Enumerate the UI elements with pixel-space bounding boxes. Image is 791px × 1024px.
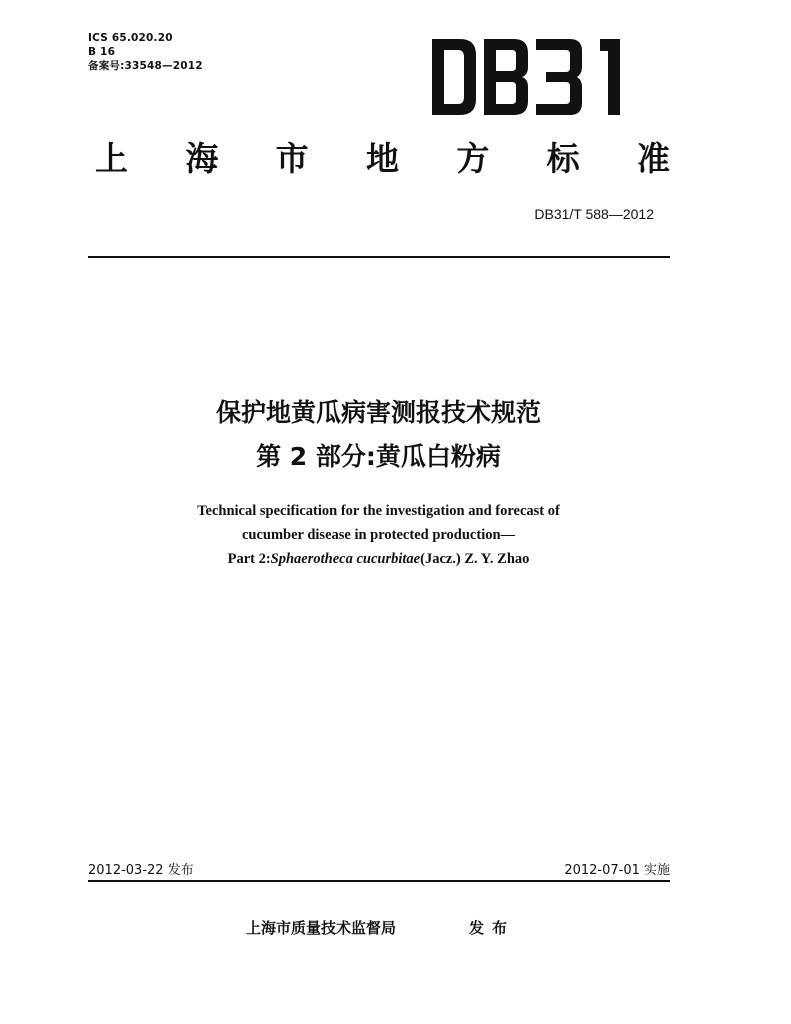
issue-verb: 发布 <box>469 919 516 937</box>
standard-heading <box>95 139 670 179</box>
title-en-authority: (Jacz.) Z. Y. Zhao <box>420 551 530 567</box>
title-cn-line2: 第 2 部分:黄瓜白粉病 <box>256 442 501 471</box>
db31-logo <box>430 37 635 117</box>
title-en-species: Sphaerotheca cucurbitae <box>270 551 421 567</box>
heading-char: 标 <box>546 139 580 178</box>
issuing-authority: 上海市质量技术监督局 <box>246 919 397 937</box>
header-divider <box>88 256 670 258</box>
heading-char: 市 <box>275 139 309 178</box>
heading-char: 准 <box>636 139 670 178</box>
heading-char: 上 <box>95 139 128 178</box>
title-en-line2: cucumber disease in protected production— <box>241 527 516 543</box>
filing-number: 备案号:33548—2012 <box>88 60 203 72</box>
footer-divider <box>88 880 670 882</box>
title-en-part-prefix: Part 2: <box>227 551 271 567</box>
issue-date: 2012-03-22 发布 <box>88 863 194 878</box>
class-code: B 16 <box>88 46 116 58</box>
heading-char: 地 <box>365 139 399 178</box>
title-en-line3 <box>0 547 757 571</box>
title-en-line1: Technical specification for the investigation and forecast of <box>197 503 560 519</box>
effective-date: 2012-07-01 实施 <box>564 863 670 878</box>
classification-block <box>88 31 203 73</box>
ics-code: ICS 65.020.20 <box>88 32 173 44</box>
standard-code: DB31/T 588—2012 <box>534 206 654 222</box>
heading-char: 方 <box>456 139 490 178</box>
heading-char: 海 <box>185 139 219 178</box>
title-cn-line1: 保护地黄瓜病害测报技术规范 <box>215 398 541 427</box>
